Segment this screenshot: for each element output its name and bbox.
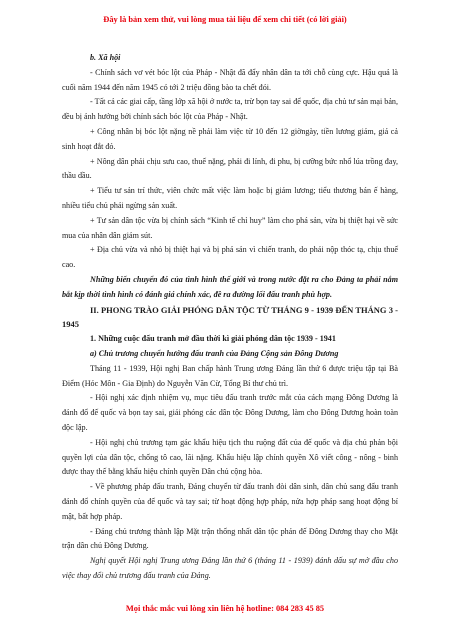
paragraph: - Hội nghị xác định nhiệm vụ, mục tiêu đấu tranh trước mắt của cách mạng Đông Dương là đánh đổ đế quốc và bọn tay sai, giải phóng các dân tộc Đông Dương, làm cho Đông Dương hoàn toàn độc lập. (62, 393, 398, 432)
paragraph: Tháng 11 - 1939, Hội nghị Ban chấp hành Trung ương Đảng lần thứ 6 được triệu tập tại Bà Điểm (Hóc Môn - Gia Định) do Nguyễn Văn Cừ, Tổng Bí thư chủ trì. (62, 363, 398, 388)
paragraph: - Tất cả các giai cấp, tầng lớp xã hội ở nước ta, trừ bọn tay sai để quốc, địa chủ tư sản mại bản, đều bị ảnh hưởng bởi chính sách bóc lột của Pháp - Nhật. (62, 97, 398, 122)
document-body (62, 51, 398, 584)
subsection-heading: a) Chủ trương chuyển hướng đấu tranh của Đảng Cộng sản Đông Dương (90, 348, 339, 358)
paragraph: + Công nhân bị bóc lột nặng nề phải làm việc từ 10 đến 12 giờngày, tiền lương giảm, giá cả sinh hoạt đắt đỏ. (62, 126, 398, 151)
paragraph: + Tư sản dân tộc vừa bị chính sách “Kinh tế chỉ huy” làm cho phá sản, vừa bị thiệt hại về sức mua của nhân dân giảm sút. (62, 215, 398, 240)
paragraph: - Về phương pháp đấu tranh, Đảng chuyển từ đấu tranh đòi dân sinh, dân chủ sang đấu tranh đánh đổ chính quyền của đế quốc và tay sai; từ hoạt động hợp pháp, nửa hợp pháp sang hoạt động bí mật, bất hợp pháp. (62, 482, 398, 521)
hotline-banner: Mọi thắc mắc vui lòng xin liên hệ hotline: 084 283 45 85 (125, 604, 325, 613)
preview-notice-banner: Đây là bản xem thử, vui lòng mua tài liệu để xem chi tiết (có lời giải) (103, 15, 347, 24)
paragraph: - Hội nghị chủ trương tạm gác khẩu hiệu tịch thu ruộng đất của đế quốc và địa chủ phản bội quyền lợi của dân tộc, chống tô cao, lãi nặng. Khẩu hiệu lập chính quyền Xô viết công - nông - binh được thay thế bằng khẩu hiệu chính quyền Dân chủ cộng hòa. (62, 437, 398, 477)
paragraph: + Nông dân phải chịu sưu cao, thuế nặng, phải đi lính, đi phu, bị cưỡng bức nhổ lúa trồng đay, thầu dầu. (62, 156, 398, 181)
summary-paragraph: Những biến chuyển đó của tình hình thế giới và trong nước đặt ra cho Đảng ta phải nắm bắt kịp thời tình hình có đánh giá chính xác, đề ra đường lối đấu tranh phù hợp. (62, 274, 398, 299)
paragraph: + Tiểu tư sản trí thức, viên chức mất việc làm hoặc bị giảm lương; tiểu thương bán ế hàng, nhiều tiểu chủ phải ngừng sản xuất. (62, 186, 398, 210)
section-heading-xa-hoi: b. Xã hội (90, 53, 121, 62)
paragraph: + Địa chủ vừa và nhỏ bị thiệt hại và bị phá sản vì chiến tranh, do phải nộp thóc tạ, chịu thuế cao. (62, 245, 398, 270)
section-heading: 1. Những cuộc đấu tranh mở đầu thời kì giải phóng dân tộc 1939 - 1941 (90, 334, 336, 344)
chapter-heading: II. PHONG TRÀO GIẢI PHÓNG DÂN TỘC TỪ THÁNG 9 - 1939 ĐẾN THÁNG 3 - 1945 (62, 304, 398, 330)
conclusion-paragraph: Nghị quyết Hội nghị Trung ương Đảng lần thứ 6 (tháng 11 - 1939) đánh dấu sự mở đầu cho việc thay đổi chủ trương đấu tranh của Đảng. (62, 556, 398, 580)
paragraph: - Đảng chủ trương thành lập Mặt trận thống nhất dân tộc phản đế Đông Dương thay cho Mặt trận dân chủ Đông Dương. (62, 526, 398, 551)
paragraph: - Chính sách vơ vét bóc lột của Pháp - Nhật đã đẩy nhân dân ta tới chỗ cùng cực. Hậu quả là cuối năm 1944 đến năm 1945 có tới 2 triệu đồng bào ta chết đói. (62, 67, 398, 92)
